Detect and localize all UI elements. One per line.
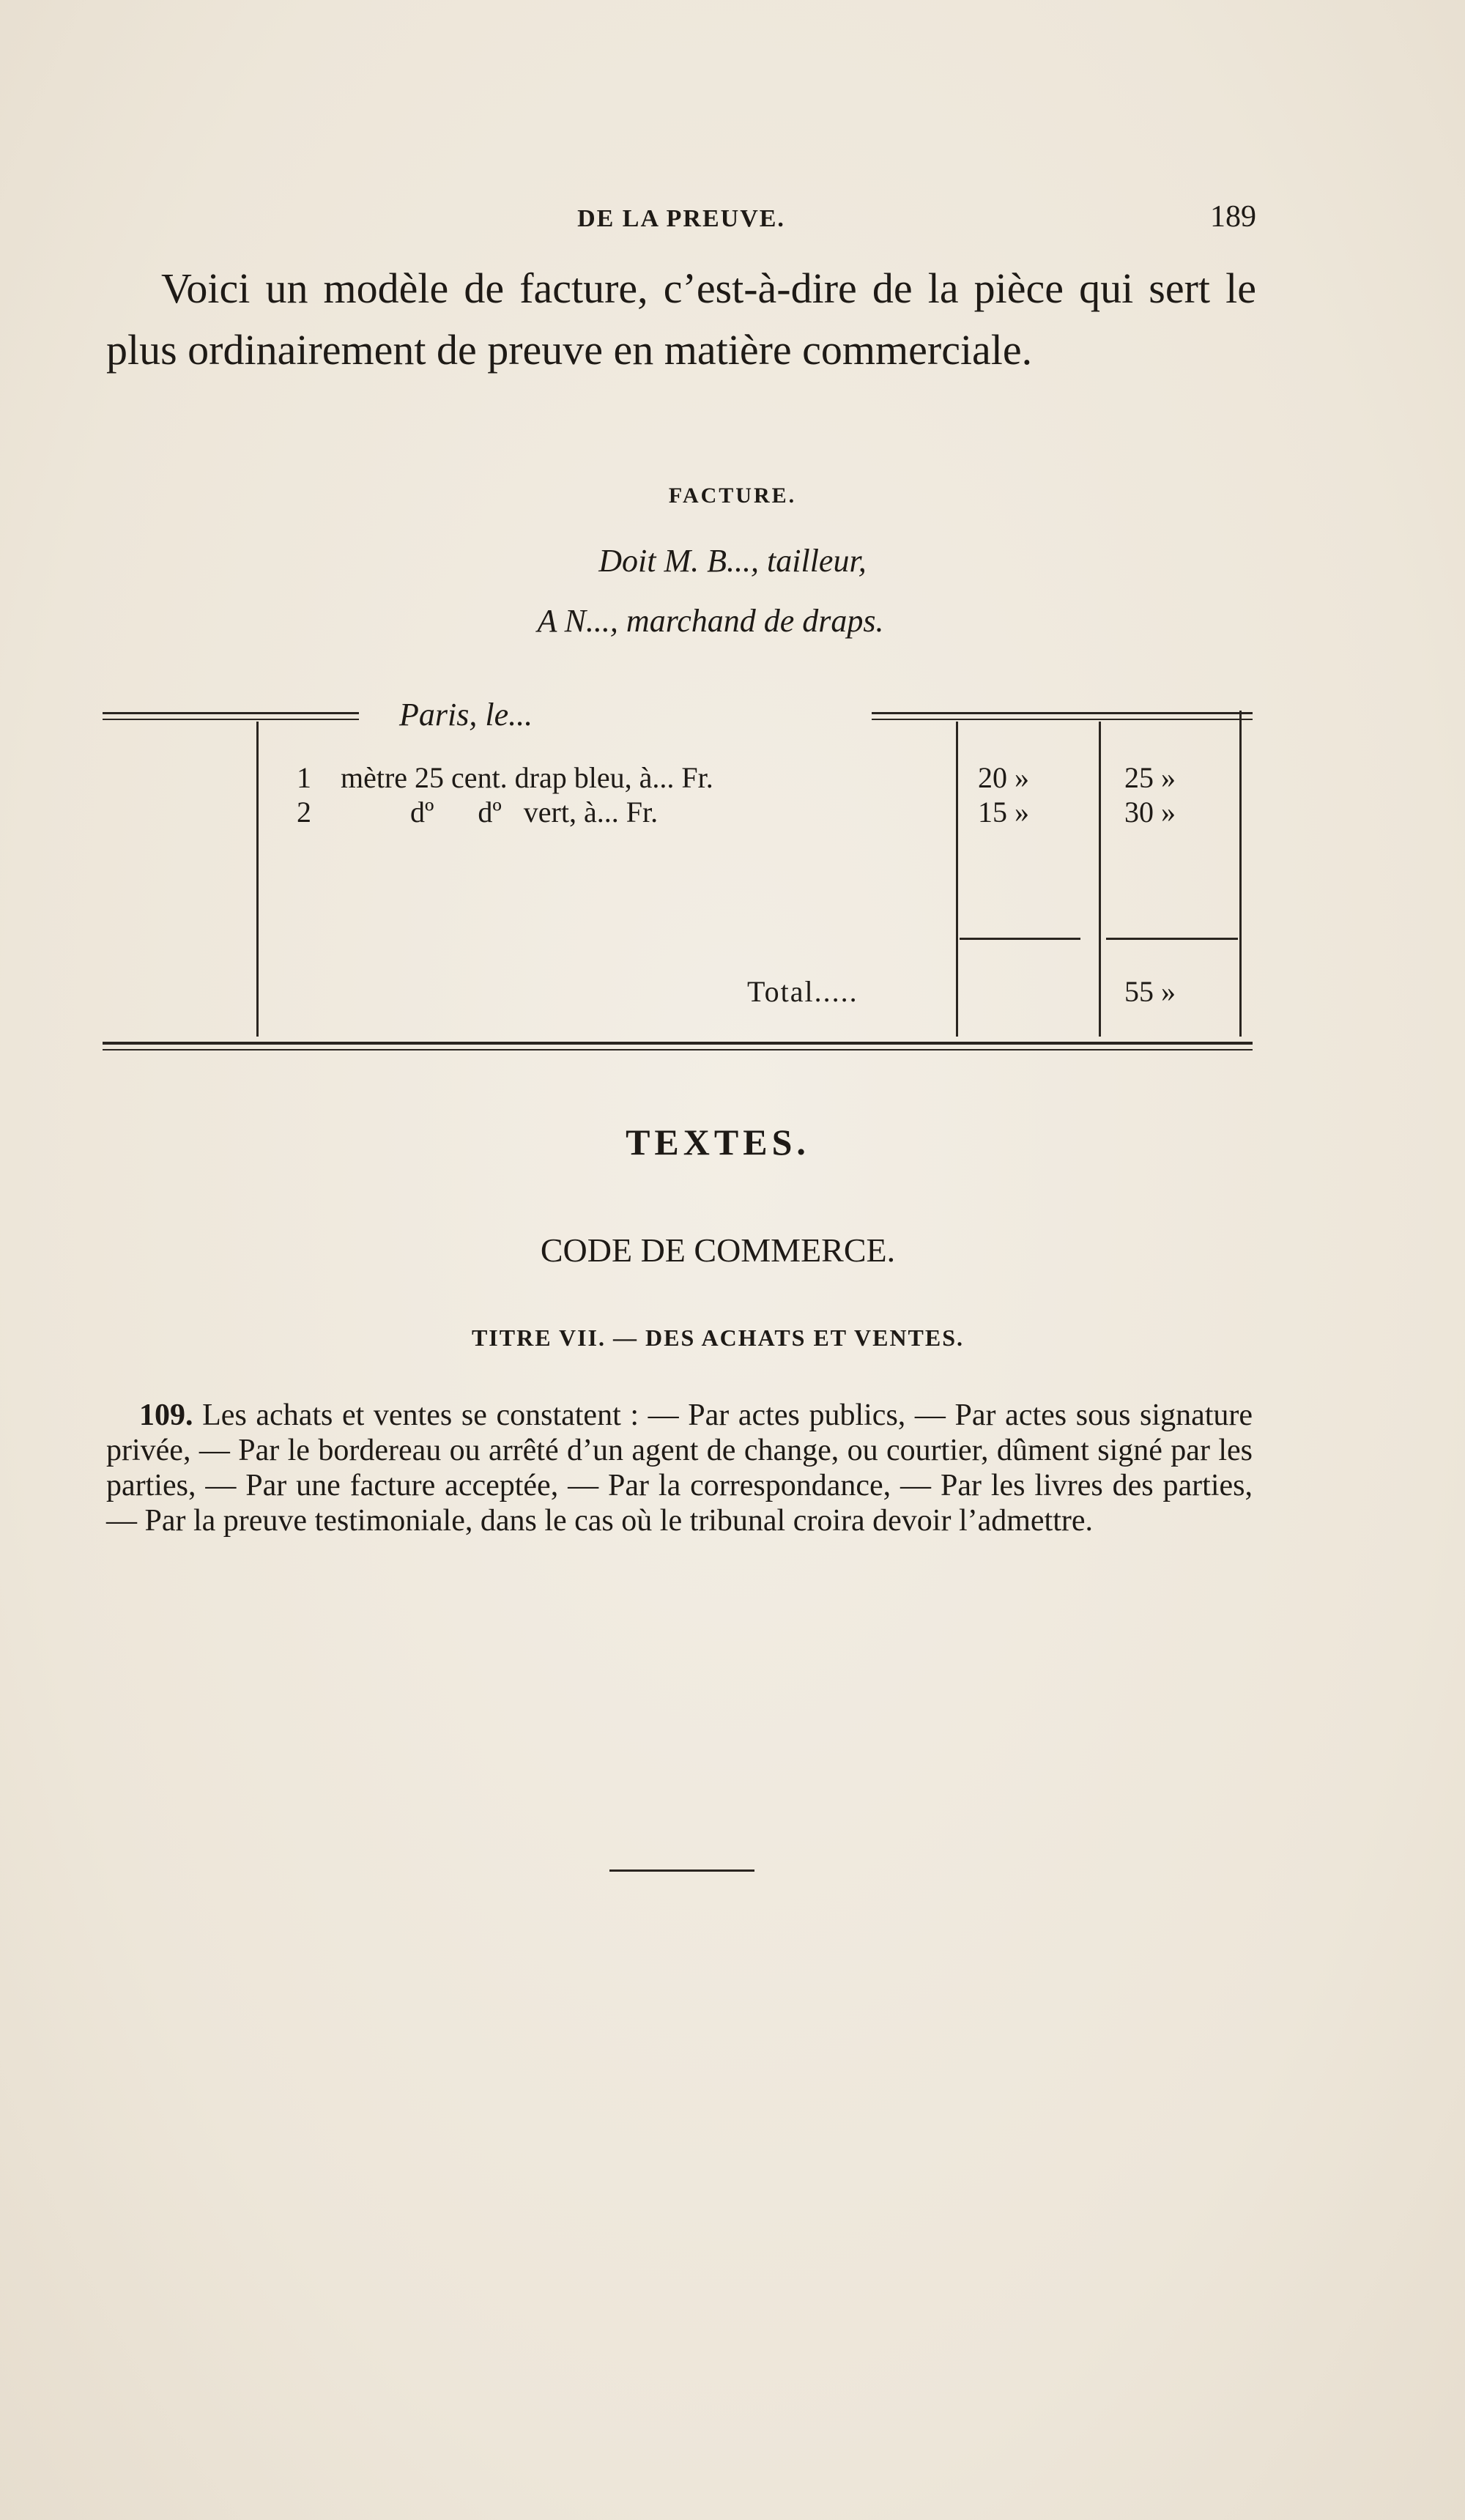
total-value: 55 »: [1124, 975, 1176, 1008]
invoice-bottom-rule: [103, 1042, 1253, 1045]
textes-heading: TEXTES.: [626, 1122, 810, 1163]
row2-qty: 2: [297, 796, 311, 829]
sum-rule-price: [960, 938, 1080, 940]
top-rule-left: [103, 712, 359, 714]
row2-price: 15 »: [978, 796, 1029, 829]
row1-qty: 1: [297, 761, 311, 794]
code-heading: CODE DE COMMERCE.: [540, 1231, 896, 1269]
invoice-table: [103, 696, 1253, 1040]
titre-heading: TITRE VII. — DES ACHATS ET VENTES.: [471, 1324, 965, 1351]
running-head: [106, 196, 1256, 240]
row1-amount: 25 »: [1124, 761, 1176, 794]
article-109: [106, 1398, 1253, 1538]
sum-rule-amount: [1106, 938, 1238, 940]
row1-desc: mètre 25 cent. drap bleu, à... Fr.: [341, 761, 713, 794]
closing-rule: [609, 1869, 754, 1872]
article-text: Les achats et ventes se constatent : — Par actes publics, — Par actes sous signature privée, — Par le bordereau ou arrêté d’un agent de change, ou courtier, dûment signé par les parties, — Par une facture acceptée, — Par la correspondance, — Par les livres des parties, — Par la preuve testimoniale, dans le cas où le tribunal croira devoir l’admettre.: [106, 1398, 1253, 1538]
facture-creditor: A N..., marchand de draps.: [537, 603, 884, 639]
col-rule-1: [256, 722, 259, 1037]
top-rule-left-2: [103, 719, 359, 720]
row2-desc: dº dº vert, à... Fr.: [410, 796, 659, 829]
invoice-bottom-rule-2: [103, 1049, 1253, 1050]
total-label: Total.....: [747, 975, 858, 1008]
facture-heading: FACTURE.: [668, 483, 797, 508]
running-head-title: DE LA PREUVE.: [577, 205, 785, 232]
row2-amount: 30 »: [1124, 796, 1176, 829]
row1-price: 20 »: [978, 761, 1029, 794]
col-rule-3: [1099, 722, 1101, 1037]
intro-paragraph: Voici un modèle de facture, c’est-à-dire de la pièce qui sert le plus ordinairement de preuve en matière commerciale.: [106, 264, 1256, 374]
top-rule-right-2: [872, 719, 1253, 720]
top-rule-right: [872, 712, 1253, 714]
place-date: Paris, le...: [399, 697, 533, 733]
article-number: 109.: [139, 1398, 193, 1432]
facture-debtor: Doit M. B..., tailleur,: [598, 543, 867, 579]
page-number: 189: [1210, 200, 1256, 234]
col-rule-2: [956, 722, 958, 1037]
col-rule-4: [1239, 711, 1242, 1037]
